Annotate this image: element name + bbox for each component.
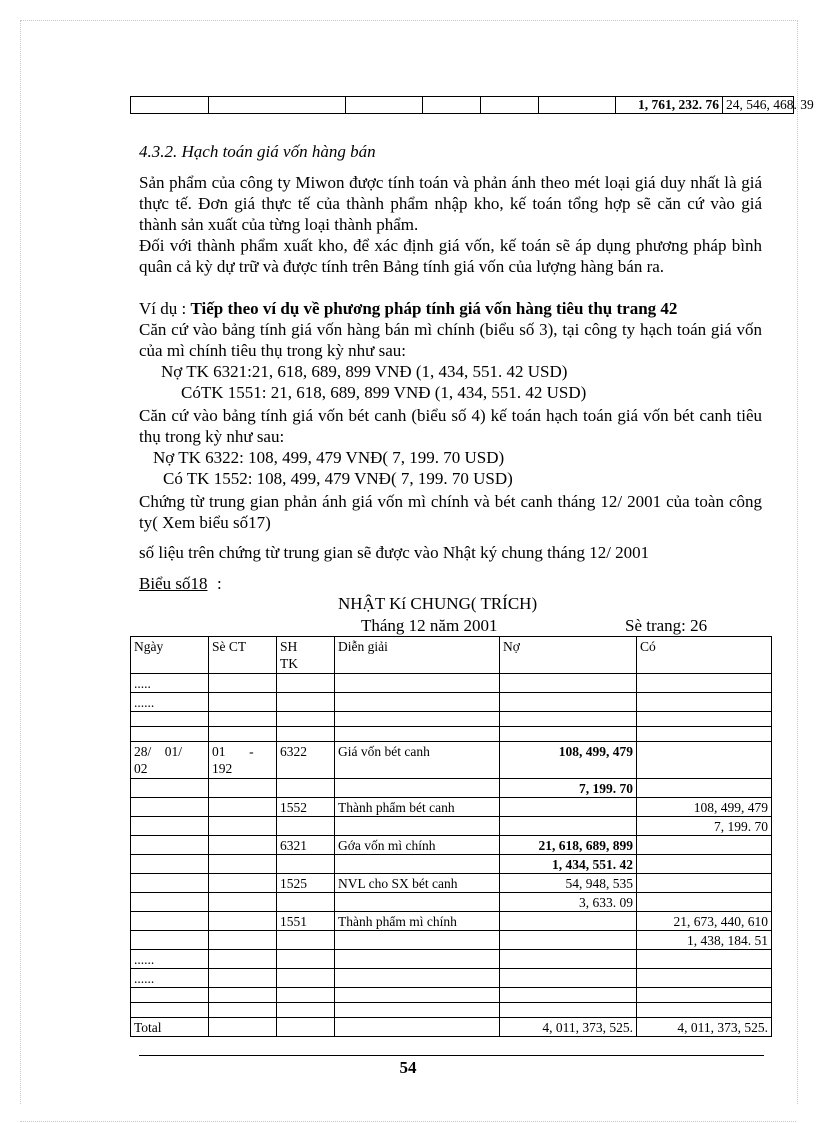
header-credit: Có [637, 637, 772, 674]
description-cell: Giá vốn bét canh [335, 742, 500, 779]
account-cell: 1525 [277, 874, 335, 893]
table-row [131, 988, 772, 1003]
table-row [131, 836, 772, 855]
total-row [131, 1018, 772, 1037]
entry-debit-6322: Nợ TK 6322: 108, 499, 479 VNĐ( 7, 199. 70 USD) [153, 448, 505, 467]
example-text: Tiếp theo ví dụ về phương pháp tính giá vốn hàng tiêu thụ trang 42 [190, 299, 678, 318]
paragraph-4: Căn cứ vào bảng tính giá vốn bét canh (biểu số 4) kế toán hạch toán giá vốn bét canh tiêu thụ trong kỳ như sau: [139, 406, 762, 446]
header-account-line1: SH [280, 639, 298, 654]
credit-cell: 21, 673, 440, 610 [637, 912, 772, 931]
paragraph-3: Căn cứ vào bảng tính giá vốn hàng bán mì chính (biểu số 3), tại công ty hạch toán giá vốn của mì chính tiêu thụ trong kỳ như sau: [139, 320, 762, 360]
table-cell [481, 97, 539, 114]
date-cell [131, 742, 209, 779]
debit-cell: 21, 618, 689, 899 [500, 836, 637, 855]
total-label: Total [131, 1018, 209, 1037]
journal-title: NHẬT Kí CHUNG( TRÍCH) [338, 594, 538, 613]
date-line2: 02 [134, 761, 148, 776]
total-usd-cell-2: 24, 546, 468. 39 [723, 97, 794, 114]
footer-rule [139, 1055, 764, 1056]
header-account [277, 637, 335, 674]
paragraph-2: Đối với thành phẩm xuất kho, để xác định giá vốn, kế toán sẽ áp dụng phương pháp bình quân cả kỳ dự trữ và được tính trên Bảng tính giá vốn của lượng hàng bán ra. [139, 236, 762, 276]
table-cell: ...... [131, 693, 209, 712]
exhibit-colon: : [217, 574, 222, 593]
table-cell [346, 97, 423, 114]
entry-credit-1551: CóTK 1551: 21, 618, 689, 899 VNĐ (1, 434, 551. 42 USD) [181, 383, 587, 402]
doc-line2: 192 [212, 761, 233, 776]
table-row [131, 931, 772, 950]
table-cell [539, 97, 616, 114]
journal-subtitle: Tháng 12 năm 2001 [361, 616, 498, 635]
header-debit: Nợ [500, 637, 637, 674]
table-row [131, 912, 772, 931]
description-cell: Thành phẩm mì chính [335, 912, 500, 931]
table-cell [209, 97, 346, 114]
entry-credit-1552: Có TK 1552: 108, 499, 479 VNĐ( 7, 199. 70 USD) [163, 469, 513, 488]
description-cell: NVL cho SX bét canh [335, 874, 500, 893]
page-border-bottom [20, 1121, 796, 1122]
table-row [131, 950, 772, 969]
description-cell: Gớa vốn mì chính [335, 836, 500, 855]
debit-cell: 108, 499, 479 [500, 742, 637, 779]
table-cell [423, 97, 481, 114]
table-header-row [131, 637, 772, 674]
top-table [130, 96, 814, 114]
header-account-line2: TK [280, 656, 298, 671]
total-debit: 4, 011, 373, 525. [500, 1018, 637, 1037]
doc-cell [209, 742, 277, 779]
table-row [131, 742, 772, 779]
table-cell: ...... [131, 969, 209, 988]
example-label: Ví dụ : [139, 299, 191, 318]
table-row [131, 893, 772, 912]
header-date: Ngày [131, 637, 209, 674]
total-credit: 4, 011, 373, 525. [637, 1018, 772, 1037]
table-row [131, 97, 794, 114]
credit-usd-cell: 7, 199. 70 [637, 817, 772, 836]
journal-page-label: Sè trang: 26 [625, 616, 708, 635]
table-row [131, 1003, 772, 1018]
account-cell: 6321 [277, 836, 335, 855]
example-line [139, 298, 762, 319]
doc-line1: 01 - [212, 744, 254, 759]
debit-usd-cell: 1, 434, 551. 42 [500, 855, 637, 874]
table-row [131, 712, 772, 727]
page-number: 54 [399, 1058, 417, 1077]
general-journal-table [130, 636, 772, 1037]
debit-usd-cell: 3, 633. 09 [500, 893, 637, 912]
account-cell: 6322 [277, 742, 335, 779]
table-row [131, 693, 772, 712]
paragraph-6: số liệu trên chứng từ trung gian sẽ được vào Nhật ký chung tháng 12/ 2001 [139, 543, 650, 562]
header-doc-no: Sè CT [209, 637, 277, 674]
table-cell [131, 97, 209, 114]
table-cell: ..... [131, 674, 209, 693]
entry-debit-6321: Nợ TK 6321:21, 618, 689, 899 VNĐ (1, 434, 551. 42 USD) [161, 362, 568, 381]
header-description: Diễn giải [335, 637, 500, 674]
exhibit-label [139, 574, 207, 594]
credit-cell [637, 742, 772, 779]
table-row [131, 855, 772, 874]
table-row [131, 874, 772, 893]
credit-usd-cell: 1, 438, 184. 51 [637, 931, 772, 950]
paragraph-5: Chứng từ trung gian phản ánh giá vốn mì chính và bét canh tháng 12/ 2001 của toàn công ty( Xem biểu số17) [139, 492, 762, 532]
table-row [131, 674, 772, 693]
table-row [131, 779, 772, 798]
table-row [131, 817, 772, 836]
table-row [131, 727, 772, 742]
credit-cell: 108, 499, 479 [637, 798, 772, 817]
exhibit-label-text: Biểu số18 [139, 574, 208, 593]
date-line1: 28/ 01/ [134, 744, 183, 759]
debit-cell: 54, 948, 535 [500, 874, 637, 893]
paragraph-1: Sản phẩm của công ty Miwon được tính toán và phản ánh theo mét loại giá duy nhất là giá thực tế. Đơn giá thực tế của thành phẩm nhập kho, kế toán tổng hợp sẽ căn cứ vào giá thành sản xuất của từng loại thành phẩm. [139, 173, 762, 234]
account-cell: 1552 [277, 798, 335, 817]
table-row [131, 798, 772, 817]
debit-usd-cell: 7, 199. 70 [500, 779, 637, 798]
section-heading: 4.3.2. Hạch toán giá vốn hàng bán [139, 142, 376, 161]
table-row [131, 969, 772, 988]
account-cell: 1551 [277, 912, 335, 931]
table-cell: ...... [131, 950, 209, 969]
description-cell: Thành phẩm bét canh [335, 798, 500, 817]
total-usd-cell: 1, 761, 232. 76 [616, 97, 723, 114]
